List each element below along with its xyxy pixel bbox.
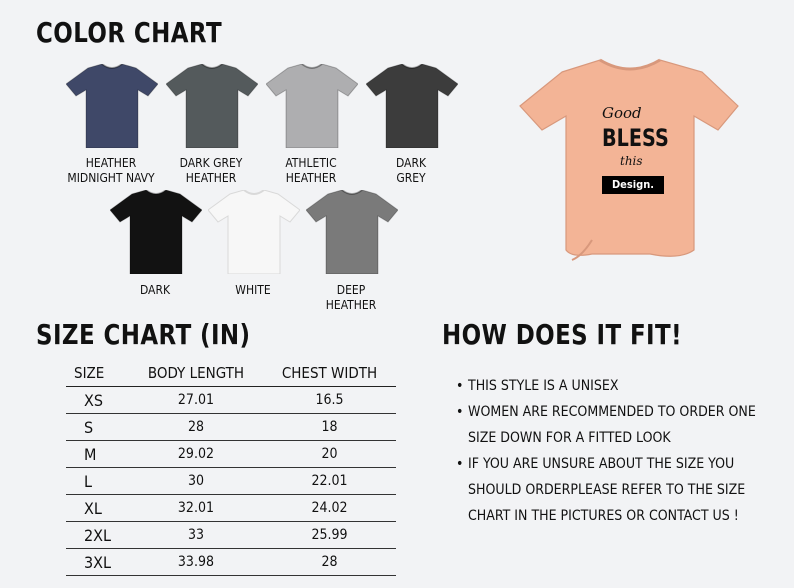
color-swatch (266, 64, 358, 148)
color-label: HEATHER MIDNIGHT NAVY (67, 156, 155, 185)
table-row (66, 468, 396, 495)
fit-bullet (456, 373, 776, 399)
design-line-1: Good (602, 104, 642, 122)
size-chart-title: SIZE CHART (IN) (36, 318, 251, 351)
design-line-4: Design. (602, 176, 664, 194)
design-line-2: BLESS (602, 124, 669, 152)
bullet-icon: • (456, 456, 464, 472)
table-cell: 28 (263, 549, 396, 576)
table-row (66, 414, 396, 441)
tshirt-icon (266, 64, 358, 148)
fit-bullet-text: IF YOU ARE UNSURE ABOUT THE SIZE YOU SHOULD ORDERPLEASE REFER TO THE SIZE CHART IN THE PICTURES OR CONTACT US ! (468, 456, 746, 524)
table-cell: 30 (129, 468, 263, 495)
color-label: ATHLETIC HEATHER (285, 156, 337, 185)
color-swatch (306, 190, 398, 274)
table-cell: 20 (263, 441, 396, 468)
product-shirt-image (512, 54, 748, 264)
table-cell: 24.02 (263, 495, 396, 522)
table-cell: 25.99 (263, 522, 396, 549)
fit-bullet-text: THIS STYLE IS A UNISEX (468, 378, 619, 394)
table-cell: 32.01 (129, 495, 263, 522)
tshirt-icon (306, 190, 398, 274)
table-cell: 33 (129, 522, 263, 549)
size-header: SIZE (66, 360, 129, 387)
color-chart-title: COLOR CHART (36, 16, 223, 49)
color-label: DEEP HEATHER (325, 283, 377, 312)
color-swatch (208, 190, 300, 274)
table-cell: 3XL (66, 549, 129, 576)
fit-bullet (456, 451, 776, 529)
table-cell: 2XL (66, 522, 129, 549)
table-row (66, 495, 396, 522)
table-cell: 28 (129, 414, 263, 441)
fit-title: HOW DOES IT FIT! (442, 318, 682, 351)
color-swatch (366, 64, 458, 148)
bullet-icon: • (456, 378, 464, 394)
table-row (66, 441, 396, 468)
table-cell: 22.01 (263, 468, 396, 495)
color-swatch (66, 64, 158, 148)
table-row (66, 549, 396, 576)
design-line-3: this (620, 154, 643, 168)
color-label: WHITE (235, 283, 271, 297)
color-label: DARK (139, 283, 171, 297)
size-table (66, 360, 396, 576)
table-row (66, 387, 396, 414)
bullet-icon: • (456, 404, 464, 420)
tshirt-icon (366, 64, 458, 148)
tshirt-icon (110, 190, 202, 274)
tshirt-icon (208, 190, 300, 274)
color-label: DARK GREY HEATHER (179, 156, 243, 185)
fit-list (456, 373, 776, 529)
table-cell: 16.5 (263, 387, 396, 414)
tshirt-icon (66, 64, 158, 148)
fit-bullet-text: WOMEN ARE RECOMMENDED TO ORDER ONE SIZE DOWN FOR A FITTED LOOK (468, 404, 756, 446)
chest-width-header: CHEST WIDTH (263, 360, 396, 387)
table-cell: 18 (263, 414, 396, 441)
table-cell: S (66, 414, 129, 441)
table-cell: XL (66, 495, 129, 522)
table-cell: M (66, 441, 129, 468)
table-row (66, 522, 396, 549)
table-cell: 33.98 (129, 549, 263, 576)
table-cell: L (66, 468, 129, 495)
color-swatch (110, 190, 202, 274)
color-swatch (166, 64, 258, 148)
table-cell: 29.02 (129, 441, 263, 468)
tshirt-icon (166, 64, 258, 148)
table-cell: XS (66, 387, 129, 414)
color-label: DARK GREY (395, 156, 427, 185)
body-length-header: BODY LENGTH (129, 360, 263, 387)
table-cell: 27.01 (129, 387, 263, 414)
fit-bullet (456, 399, 776, 451)
